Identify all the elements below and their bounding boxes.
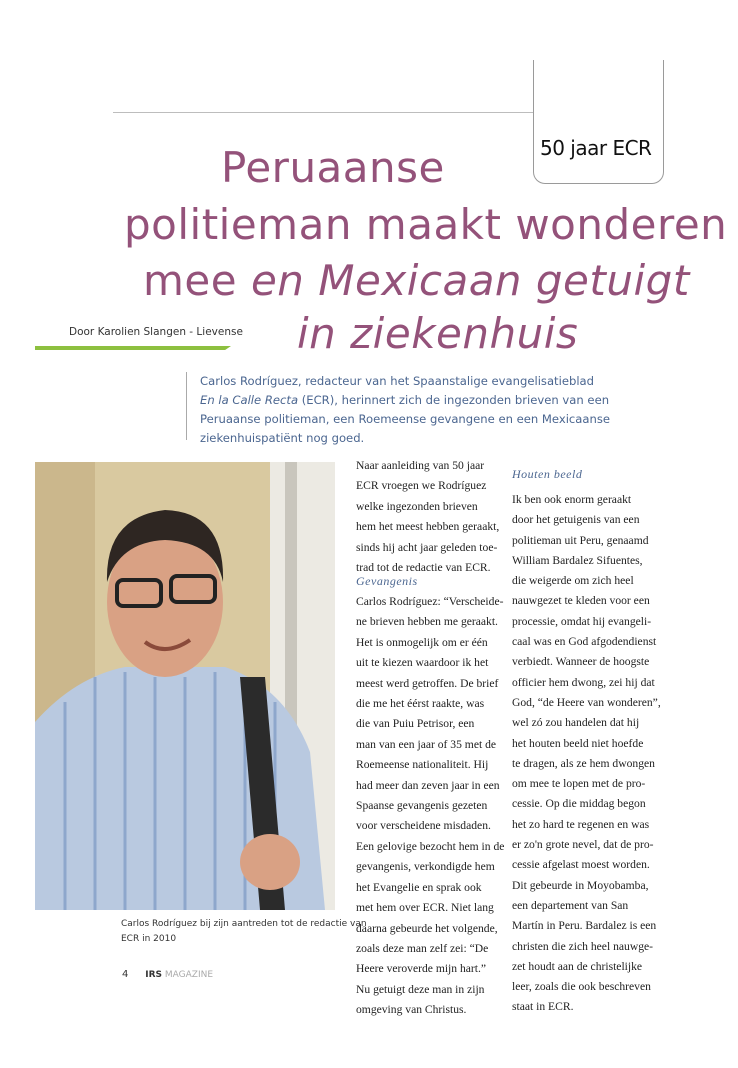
column-1-intro	[356, 456, 499, 578]
body-line: uit te kiezen waardoor ik het	[356, 656, 489, 670]
body-line: Een gelovige bezocht hem in de	[356, 839, 505, 853]
body-line: hem het meest hebben geraakt,	[356, 520, 500, 534]
body-line: christen die zich heel nauwge-	[512, 939, 653, 953]
lead-line: ziekenhuispatiënt nog goed.	[200, 431, 365, 445]
title-line-2: politieman maakt wonderen	[124, 200, 728, 249]
publication-name: En la Calle Recta	[200, 393, 299, 407]
magazine-name-bold: IRS	[145, 970, 163, 980]
body-line: om mee te lopen met de pro-	[512, 777, 646, 791]
lead-line: Carlos Rodríguez, redacteur van het Spaanstalige evangelisatieblad	[200, 374, 595, 388]
page-number: 4	[122, 969, 129, 980]
title-line-3-italic: en Mexicaan getuigt	[250, 256, 690, 305]
body-line: cessie afgelast moest worden.	[512, 858, 650, 872]
body-line: het zo hard te regenen en was	[512, 817, 650, 831]
body-line: William Bardalez Sifuentes,	[512, 553, 643, 567]
body-line: gevangenis, verkondigde hem	[356, 860, 495, 874]
body-line: Ik ben ook enorm geraakt	[512, 493, 632, 506]
body-line: door het getuigenis van een	[512, 513, 640, 527]
body-line: die weigerde om zich heel	[512, 574, 634, 588]
body-line: sinds hij acht jaar geleden toe-	[356, 540, 498, 554]
body-line: God, “de Heere van wonderen”,	[512, 695, 661, 709]
lead-line	[200, 391, 610, 410]
caption-line: ECR in 2010	[121, 934, 177, 944]
section-tab	[533, 60, 664, 184]
body-line: Carlos Rodríguez: “Verscheide-	[356, 595, 504, 608]
subheading-gevangenis: Gevangenis	[356, 574, 418, 588]
title-line-1: Peruaanse	[221, 143, 445, 192]
body-line: wel zó zou handelen dat hij	[512, 716, 640, 730]
lead-paragraph	[186, 372, 611, 445]
magazine-name-light: MAGAZINE	[164, 970, 214, 980]
body-line: die me het éérst raakte, was	[356, 697, 485, 711]
lead-line-rest: (ECR), herinnert zich de ingezonden brieven van een	[298, 393, 610, 407]
portrait-photo	[35, 462, 335, 910]
body-line: meest werd getroffen. De brief	[356, 676, 499, 690]
body-line: ECR vroegen we Rodríguez	[356, 479, 487, 493]
body-line: voor verscheidene misdaden.	[356, 819, 491, 833]
section-tab-label: 50 jaar ECR	[540, 136, 652, 160]
title-line-4	[297, 306, 578, 362]
body-line: zet houdt aan de christelijke	[512, 959, 643, 973]
body-line: het Evangelie en sprak ook	[356, 880, 482, 894]
body-line: te dragen, als ze hem dwongen	[512, 756, 655, 770]
body-line: het houten beeld niet hoefde	[512, 736, 644, 750]
byline: Door Karolien Slangen - Lievense	[69, 326, 243, 338]
body-line: caal was en God afgodendienst	[512, 635, 657, 649]
byline-underline	[35, 346, 231, 350]
body-line: welke ingezonden brieven	[356, 499, 478, 513]
body-line: Spaanse gevangenis gezeten	[356, 799, 488, 813]
body-line: zoals deze man zelf zei: “De	[356, 941, 489, 955]
body-line: Nu getuigt deze man in zijn	[356, 982, 485, 996]
body-line: Het is onmogelijk om er één	[356, 635, 488, 649]
body-line: nauwgezet te kleden voor een	[512, 594, 650, 608]
subheading-houten-beeld: Houten beeld	[512, 467, 583, 481]
body-line: cessie. Op die middag begon	[512, 797, 646, 811]
body-line: Martín in Peru. Bardalez is een	[512, 919, 657, 933]
body-line: die van Puiu Petrisor, een	[356, 717, 475, 731]
column-2-body	[512, 490, 661, 1018]
body-line: Roemeense nationaliteit. Hij	[356, 758, 489, 772]
body-line: staat in ECR.	[512, 1000, 574, 1014]
body-line: leer, zoals die ook beschreven	[512, 980, 651, 994]
body-line: politieman uit Peru, genaamd	[512, 533, 649, 547]
body-line: Heere veroverde mijn hart.”	[356, 962, 487, 976]
body-line: omgeving van Christus.	[356, 1003, 467, 1017]
body-line: man van een jaar of 35 met de	[356, 737, 497, 751]
body-line: een departement van San	[512, 898, 629, 912]
body-line: Naar aanleiding van 50 jaar	[356, 459, 485, 472]
body-line: daarna gebeurde het volgende,	[356, 921, 498, 935]
photo-caption	[121, 917, 367, 947]
page-footer	[122, 969, 213, 980]
body-line: Dit gebeurde in Moyobamba,	[512, 878, 649, 892]
top-rule	[113, 112, 533, 113]
title-line-3-plain: mee	[143, 256, 238, 305]
body-line: verbiedt. Wanneer de hoogste	[512, 655, 650, 669]
column-1-body	[356, 592, 504, 1021]
body-line: processie, omdat hij evangeli-	[512, 614, 652, 628]
body-line: er zo'n grote nevel, dat de pro-	[512, 838, 654, 852]
caption-line: Carlos Rodríguez bij zijn aantreden tot de redactie van	[121, 919, 367, 929]
title-line-3	[143, 253, 690, 309]
body-line: ne brieven hebben me geraakt.	[356, 615, 498, 629]
body-line: had meer dan zeven jaar in een	[356, 778, 500, 792]
title-line-4-italic: in ziekenhuis	[297, 309, 579, 358]
body-line: met hem over ECR. Niet lang	[356, 901, 494, 915]
lead-line: Peruaanse politieman, een Roemeense gevangene en een Mexicaanse	[200, 412, 611, 426]
body-line: trad tot de redactie van ECR.	[356, 561, 491, 575]
body-line: officier hem dwong, zei hij dat	[512, 675, 655, 689]
